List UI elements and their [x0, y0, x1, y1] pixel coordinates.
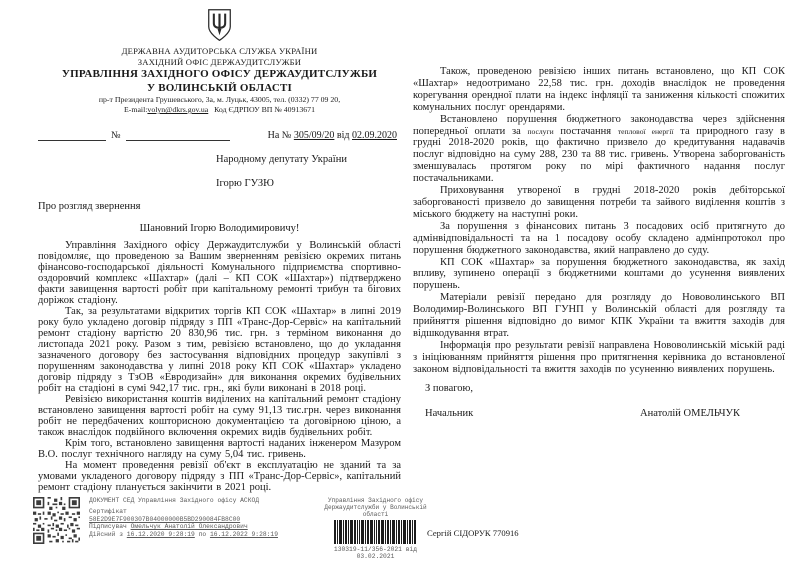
paragraph: Управління Західного офісу Держаудитслужби у Волинській області повідомляє, що проведеною за Вашим зверненням ревізією окремих питань фінансово-господарської діяльності Комунального підприємства спортивно-оздоровчий комплекс «Шахтар» (далі – КП СОК «Шахтар») підтверджено факти завищення вартості робіт при капітальному ремонті трибун та бігових доріжок стадіону. — [38, 240, 401, 306]
agency-name-line1: ДЕРЖАВНА АУДИТОРСЬКА СЛУЖБА УКРАЇНИ — [121, 46, 318, 56]
office-name-line2: У ВОЛИНСЬКІЙ ОБЛАСТІ — [147, 81, 292, 94]
paragraph-segment: та природного газу в грудні 2018-2020 років, що фактично призвело до кредитування надавачів послуг відповідно на суму 288, 230 та 88 тис. гривень. Утворена заборгованість зменшувалась протягом року по мірі фактичного надання послуг постачальниками. — [413, 125, 786, 185]
stamp-cert-value: 58E2D9E7F900307B04000000B5BD290084FB8C00 — [89, 515, 241, 523]
digital-signature-stamp — [33, 497, 438, 561]
signer-title: Начальник — [425, 407, 474, 419]
stamp-signer-line — [89, 523, 307, 530]
paragraph: Інформація про результати ревізії направлена Нововолинській міській раді з ініціюванням прийняття рішення про притягнення керівника до встановленої законом відповідальності та вжиття заходів по усуненню виявлених порушень. — [413, 339, 785, 375]
stamp-validity-line — [89, 531, 307, 538]
stamp-signer-label: Підписувач — [89, 523, 127, 531]
reply-date: 02.09.2020 — [352, 130, 397, 141]
email-label: E-mail: — [124, 105, 148, 114]
signature-row — [413, 408, 785, 419]
signer-name: Анатолій ОМЕЛЬЧУК — [640, 407, 740, 419]
paragraph — [413, 114, 785, 185]
letterhead-contacts — [38, 105, 401, 115]
paragraph-segment: Встановлено порушення бюджетного законодавства через здійснення попередньої оплати за — [413, 113, 785, 137]
stamp-valid-to-label: по — [198, 530, 207, 538]
paragraph: Також, проведеною ревізією інших питань встановлено, що КП СОК «Шахтар» недоотримано 22,58 тис. грн. доходів внаслідок не проведення корегування орендної плати на індекс інфляції та заниження кількості спожитих комунальних послуг орендарями. — [413, 66, 785, 113]
paragraph: На момент проведення ревізії об'єкт в експлуатацію не зданий та за умовами укладеного договору підряду з ПП «Транс-Дор-Сервіс», капітальний ремонт стадіону планується закінчити в 2021 році. — [38, 460, 401, 493]
stamp-cert-label: Сертифікат — [89, 508, 127, 516]
stamp-valid-from: 16.12.2020 9:28:19 — [126, 530, 195, 538]
barcode-icon — [334, 520, 418, 544]
executor-line: Сергій СІДОРУК 770916 — [427, 528, 519, 538]
barcode-number-line2: 03.02.2021 — [356, 553, 395, 561]
closing-phrase: З повагою, — [425, 382, 473, 394]
letterhead-address: пр-т Президента Грушевського, 3а, м. Луцьк, 43005, тел. (0332) 77 09 20, — [98, 95, 341, 104]
reference-row — [38, 130, 401, 141]
paragraph: Приховування утвореної в грудні 2018-2020 років дебіторської заборгованості призвело до завищення потреби та зайвого виділення коштів з міського бюджету на наступні роки. — [413, 185, 785, 220]
paragraph: КП СОК «Шахтар» за порушення бюджетного законодавства, як захід впливу, зупинено операції з бюджетними коштами до усунення виявлених порушень. — [413, 256, 785, 292]
stamp-org-line1: Управління Західного офісу — [327, 497, 424, 504]
paragraph-segment-small: послуги — [527, 126, 554, 136]
body-left-column — [38, 240, 401, 493]
outgoing-date-blank — [38, 130, 106, 141]
paragraph: За порушення з фінансових питань 3 посадових осіб притягнуто до адмінвідповідальності та на 1 посадову особу складено адмінпротокол про порушення бюджетного законодавства, який направлено до суду. — [413, 220, 785, 256]
incoming-reference — [268, 130, 397, 141]
salutation: Шановний Ігорю Володимировичу! — [139, 223, 300, 234]
reply-label: На № — [267, 130, 292, 141]
paragraph: Крім того, встановлено завищення вартості наданих інженером Мазуром В.О. послуг технічного нагляду на суму 5,04 тис. гривень. — [38, 438, 401, 460]
paragraph: Матеріали ревізії передано для розгляду до Нововолинського ВП Володимир-Волинського ВП ГУНП у Волинській області для розгляду та прийняття рішення відповідно до вимог КПК України та вжиття заходів для відшкодування втрат. — [413, 292, 785, 339]
subject-line: Про розгляд звернення — [38, 201, 141, 212]
stamp-doc-line: ДОКУМЕНТ СЕД Управління Західного офісу АСКОД — [89, 497, 260, 504]
letter-page-1 — [38, 8, 401, 493]
stamp-registration-block — [313, 497, 438, 561]
paragraph: Ревізією використання коштів виділених на капітальний ремонт стадіону встановлено завищення вартості робіт на суму 91,13 тис.грн. через виконання робіт не передбачених кошторисною документацією та договірною ціною, а також внаслідок подвійного включення окремих видів будівельних робіт. — [38, 394, 401, 438]
stamp-valid-label: Дійсний з — [89, 530, 124, 538]
paragraph-segment: постачання — [553, 125, 618, 137]
stamp-org-line2: Держаудитслужби у Волинській — [324, 504, 427, 511]
outgoing-number-blank — [126, 130, 230, 141]
agency-name-line2: ЗАХІДНИЙ ОФІС ДЕРЖАУДИТСЛУЖБИ — [137, 57, 302, 67]
qr-code-icon — [33, 497, 80, 544]
office-name-line1: УПРАВЛІННЯ ЗАХІДНОГО ОФІСУ ДЕРЖАУДИТСЛУЖБИ — [61, 68, 378, 80]
addressee-role: Народному депутату України — [216, 154, 347, 165]
letter-page-2 — [413, 66, 785, 419]
edrpou-code: Код ЄДРПОУ ВП № 40913671 — [214, 105, 315, 114]
stamp-valid-to: 16.12.2022 9:28:19 — [209, 530, 278, 538]
addressee-block — [216, 153, 401, 190]
addressee-name: Ігорю ГУЗЮ — [216, 178, 274, 189]
reply-date-label: від — [336, 130, 350, 141]
stamp-certificate-block — [89, 497, 307, 561]
email-address: volyn@dkrs.gov.ua — [147, 105, 209, 114]
coat-of-arms-icon — [38, 8, 401, 46]
stamp-org-line3: області — [362, 511, 389, 518]
paragraph: Так, за результатами відкритих торгів КП СОК «Шахтар» в липні 2019 року було укладено договір підряду з ПП «Транс-Дор-Сервіс» на капітальний ремонт стадіону вартістю 20 830,96 тис. грн. з терміном виконання до листопада 2021 року. Разом з тим, ревізією встановлено, що до укладання зазначеного договору без застосування відповідних процедур закупівлі з порушенням законодавства у липні 2018 року КП СОК «Шахтар» укладено договір підряду з ТзОВ «Евродизайн» для виконання окремих будівельних робіт на стадіоні в сумі 942,17 тис. грн., які були виконані в 2018 році. — [38, 306, 401, 394]
stamp-signer-name: Омельчук Анатолій Олександрович — [130, 523, 248, 531]
barcode-number-line1: 130319-11/356-2021 від — [333, 546, 418, 553]
paragraph-segment-small: теплової енергії — [617, 126, 674, 136]
number-sign: № — [111, 130, 121, 141]
reply-number: 305/09/20 — [293, 130, 335, 141]
